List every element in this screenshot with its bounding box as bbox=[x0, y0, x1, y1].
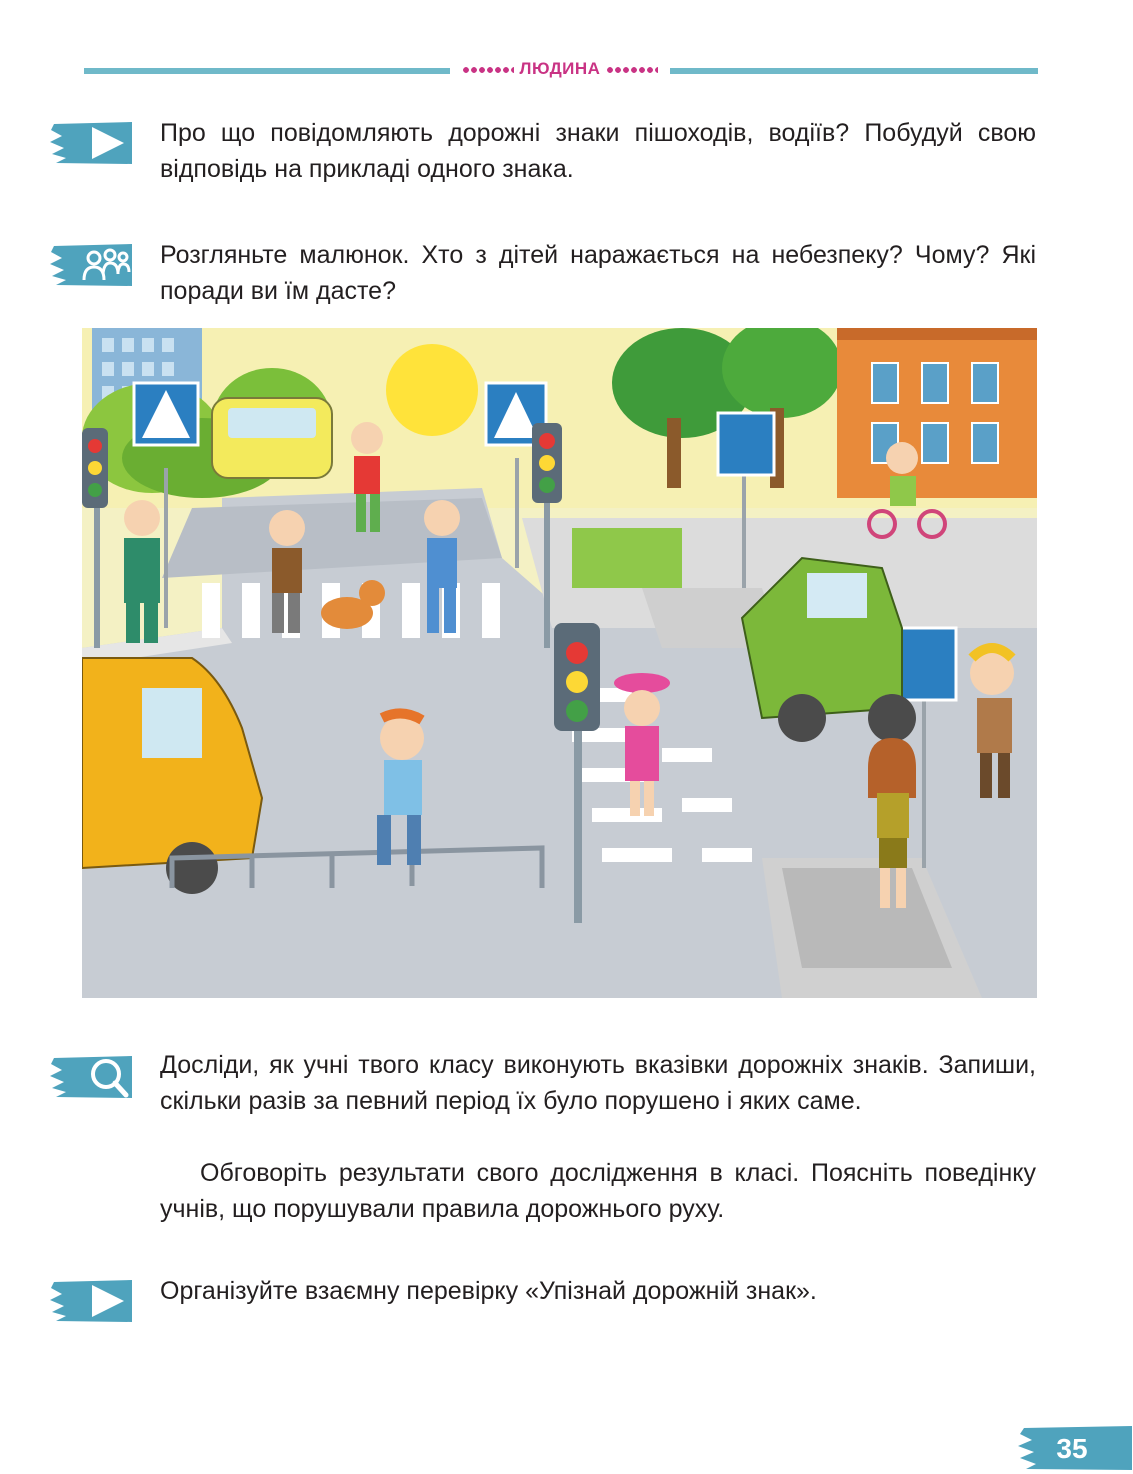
section-header bbox=[450, 57, 670, 81]
magnifier-icon bbox=[48, 1052, 134, 1100]
street-crossing-illustration bbox=[82, 328, 1037, 998]
section-title: ЛЮДИНА bbox=[519, 59, 601, 78]
school-building bbox=[837, 328, 1037, 498]
play-arrow-icon bbox=[48, 118, 134, 166]
group-people-icon bbox=[48, 240, 134, 288]
traffic-light-left bbox=[82, 428, 108, 648]
task-1-text: Про що повідомляють дорожні знаки пішоходів, водіїв? Побудуй свою відповідь на прикладі одного знака. bbox=[160, 119, 1036, 183]
task-3-text-2: Обговоріть результати свого дослідження в класі. Поясніть поведінку учнів, що порушували правила дорожнього руху. bbox=[160, 1159, 1036, 1223]
task-3-text: Досліди, як учні твого класу виконують вказівки дорожніх знаків. Запиши, скільки разів за певний період їх було порушено і яких саме. bbox=[160, 1051, 1036, 1115]
task-4-text: Організуйте взаємну перевірку «Упізнай дорожній знак». bbox=[160, 1277, 817, 1305]
play-arrow-icon bbox=[48, 1276, 134, 1324]
sun bbox=[386, 344, 478, 436]
ornament-right bbox=[606, 67, 658, 73]
page-number: 35 bbox=[1056, 1433, 1088, 1464]
man-in-suit bbox=[124, 500, 160, 643]
yellow-suv bbox=[212, 398, 332, 478]
task-2-text: Розгляньте малюнок. Хто з дітей наражається на небезпеку? Чому? Які поради ви їм дасте? bbox=[160, 241, 1036, 305]
ornament-left bbox=[462, 67, 514, 73]
